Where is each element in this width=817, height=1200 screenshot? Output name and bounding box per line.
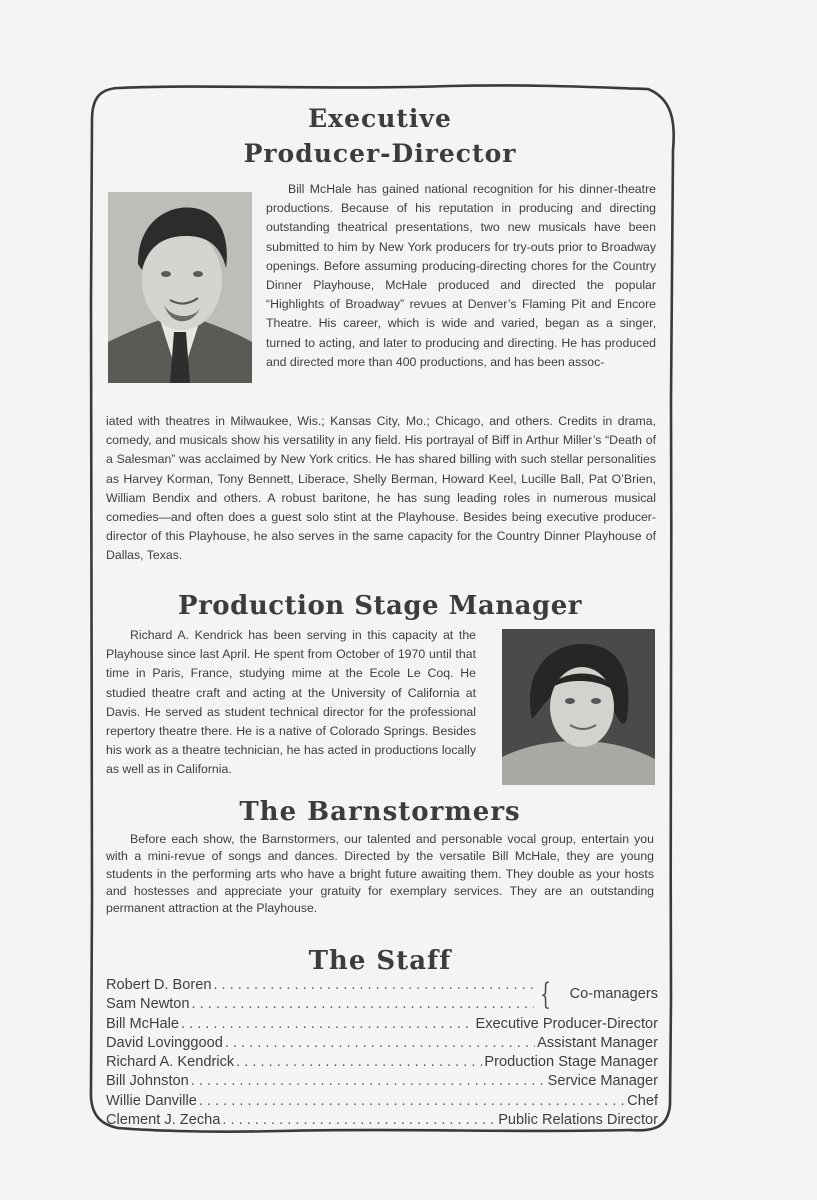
barnstormers-heading: The Barnstormers — [239, 797, 521, 827]
stage-manager-heading: Production Stage Manager — [178, 591, 582, 621]
staff-heading: The Staff — [308, 946, 452, 976]
portrait-icon — [108, 192, 252, 383]
executive-bio-wrapped: Bill McHale has gained national recognition for his dinner-theatre productions. Because of his reputation in producing and directing outstanding theatrical presentations, two new musicals have been submitted to him by New York producers for try-outs prior to Broadway openings. Before assuming producing-directing chores for the Country Dinner Playhouse, McHale produced and directed the popular “Highlights of Broadway” revues at Denver’s Flaming Pit and Encore Theatre. His career, which is wide and varied, began as a singer, turned to acting, and later to producing and directing. He has produced and directed more than 400 productions, and has been assoc- — [266, 182, 656, 369]
staff-row — [106, 1072, 658, 1091]
executive-bio-continued: iated with theatres in Milwaukee, Wis.; Kansas City, Mo.; Chicago, and others. Credits in drama, comedy, and musicals show his versatility in any field. His portrayal of Biff in Arthur Miller’s “Death of a Salesman” was acclaimed by New York critics. He has shared billing with such stellar personalities as Harvey Korman, Tony Bennett, Liberace, Shelly Berman, Howard Keel, Lucille Ball, Pat O’Brien, William Bendix and others. A robust baritone, he has sung leading roles in numerous musical comedies—and often does a guest solo stint at the Playhouse. Besides being executive producer-director of this Playhouse, he also serves in the same capacity for the Country Dinner Playhouse of Dallas, Texas. — [106, 414, 656, 563]
staff-row — [106, 1034, 658, 1053]
staff-row — [106, 1092, 658, 1111]
staff-role: Service Manager — [547, 1073, 658, 1090]
barnstormers-text: Before each show, the Barnstormers, our talented and personable vocal group, entertain you with a mini-revue of songs and dances. Directed by the versatile Bill McHale, they are young students in the performing arts who have a bright future awaiting them. They double as your hosts and hostesses and appreciate your gratuity for exemplary services. They are an outstanding permanent attraction at the Playhouse. — [106, 832, 654, 916]
executive-heading-line2: Producer-Director — [243, 139, 517, 168]
leader-dots — [199, 1092, 625, 1111]
staff-role: Co-managers — [569, 986, 658, 1002]
executive-heading-line1: Executive — [308, 104, 452, 133]
staff-name: Willie Danville — [106, 1092, 197, 1109]
staff-name: Bill Johnston — [106, 1073, 189, 1090]
bill-mchale-photo — [108, 192, 252, 383]
brace-icon: { — [540, 977, 551, 1012]
staff-name: David Lovinggood — [106, 1034, 223, 1051]
staff-role: Assistant Manager — [537, 1034, 658, 1051]
staff-row — [106, 1053, 658, 1072]
stage-manager-bio: Richard A. Kendrick has been serving in this capacity at the Playhouse since last April. He spent from October of 1970 until that time in Paris, France, studying mime at the Ecole Le Coq. He studied theatre craft and acting at the University of California at Davis. He served as student technical director for the professional repertory theatre there. He is a native of Colorado Springs. Besides his work as a theatre technician, he has acted in productions locally as well as in California. — [106, 628, 476, 777]
leader-dots — [213, 976, 534, 995]
staff-list — [106, 976, 658, 1130]
staff-name: Sam Newton — [106, 996, 190, 1013]
leader-dots — [225, 1034, 535, 1053]
leader-dots — [236, 1053, 482, 1072]
portrait-icon — [502, 629, 655, 785]
staff-role: Public Relations Director — [498, 1112, 658, 1129]
staff-row — [106, 1015, 658, 1034]
leader-dots — [191, 1072, 546, 1091]
staff-role: Chef — [627, 1092, 658, 1109]
staff-role: Executive Producer-Director — [475, 1015, 658, 1032]
staff-name: Bill McHale — [106, 1015, 179, 1032]
leader-dots — [222, 1111, 496, 1130]
staff-role: Production Stage Manager — [484, 1054, 658, 1071]
richard-kendrick-photo — [502, 629, 655, 785]
co-managers-group — [106, 976, 658, 1015]
staff-name: Robert D. Boren — [106, 977, 212, 993]
staff-row — [106, 1111, 658, 1130]
leader-dots — [181, 1015, 474, 1034]
staff-name: Richard A. Kendrick — [106, 1054, 235, 1071]
leader-dots — [192, 995, 534, 1014]
staff-name: Clement J. Zecha — [106, 1112, 221, 1129]
